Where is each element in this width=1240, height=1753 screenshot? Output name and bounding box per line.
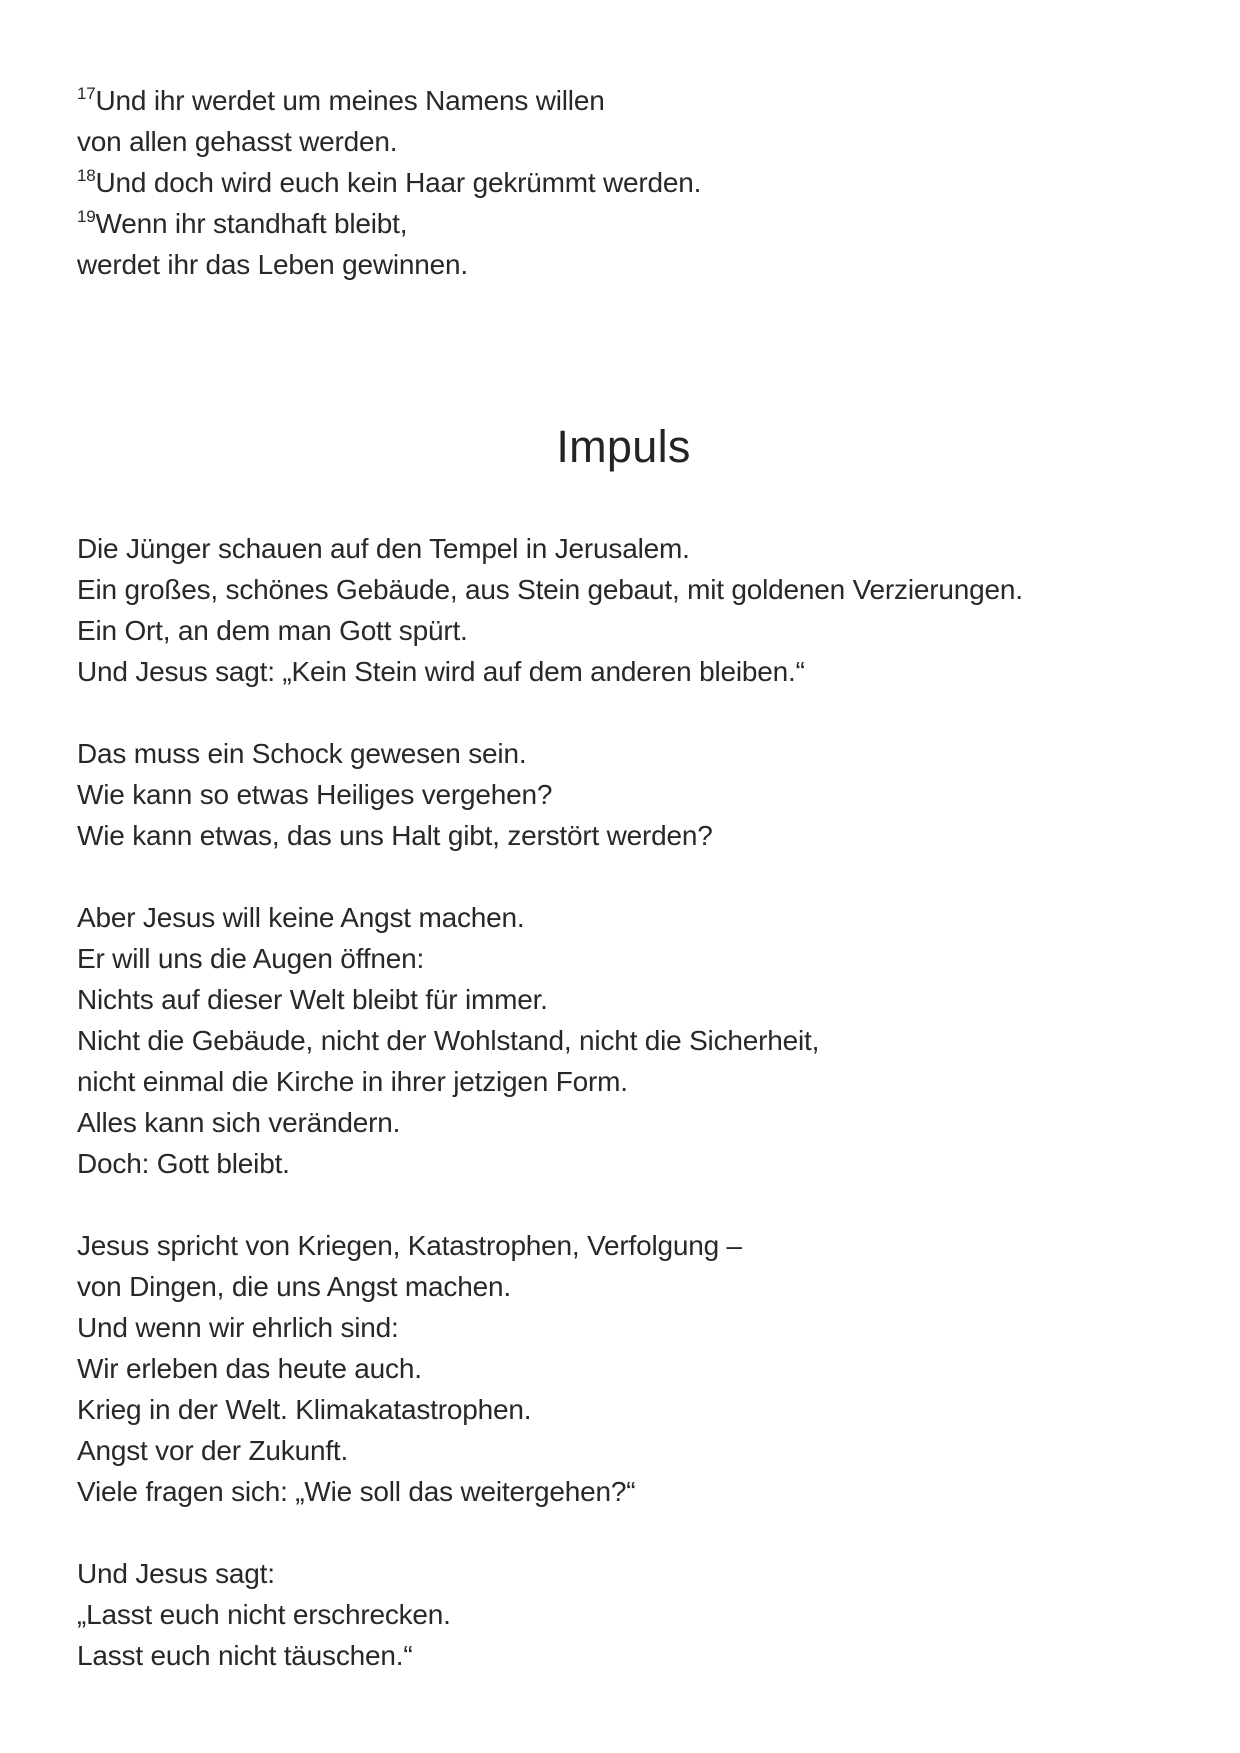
paragraph bbox=[77, 1225, 1170, 1512]
text-line: Jesus spricht von Kriegen, Katastrophen, Verfolgung – bbox=[77, 1230, 742, 1261]
text-line: Und wenn wir ehrlich sind: bbox=[77, 1312, 399, 1343]
text-line: Die Jünger schauen auf den Tempel in Jerusalem. bbox=[77, 533, 690, 564]
text-line: Nicht die Gebäude, nicht der Wohlstand, nicht die Sicherheit, bbox=[77, 1025, 820, 1056]
scripture-line: werdet ihr das Leben gewinnen. bbox=[77, 249, 468, 280]
paragraph bbox=[77, 1553, 1170, 1676]
text-line: Krieg in der Welt. Klimakatastrophen. bbox=[77, 1394, 532, 1425]
text-line: „Lasst euch nicht erschrecken. bbox=[77, 1599, 451, 1630]
scripture-block bbox=[77, 80, 1170, 285]
paragraph bbox=[77, 528, 1170, 692]
scripture-line: $^{17}$Und ihr werdet um meines Namens willen bbox=[77, 83, 605, 116]
text-line: Angst vor der Zukunft. bbox=[77, 1435, 349, 1466]
verse-number: 18 bbox=[77, 165, 96, 185]
impuls-body bbox=[77, 528, 1170, 1676]
scripture-line: $^{19}$Wenn ihr standhaft bleibt, bbox=[77, 206, 408, 239]
text-line: Wie kann etwas, das uns Halt gibt, zerstört werden? bbox=[77, 820, 713, 851]
text-line: Ein Ort, an dem man Gott spürt. bbox=[77, 615, 468, 646]
section-heading: Impuls bbox=[556, 421, 691, 472]
text-line: von Dingen, die uns Angst machen. bbox=[77, 1271, 511, 1302]
paragraph bbox=[77, 897, 1170, 1184]
text-line: Das muss ein Schock gewesen sein. bbox=[77, 738, 527, 769]
paragraph bbox=[77, 733, 1170, 856]
text-line: Aber Jesus will keine Angst machen. bbox=[77, 902, 525, 933]
text-line: nicht einmal die Kirche in ihrer jetzigen Form. bbox=[77, 1066, 628, 1097]
text-line: Und Jesus sagt: „Kein Stein wird auf dem anderen bleiben.“ bbox=[77, 656, 805, 687]
scripture-line: $^{18}$Und doch wird euch kein Haar gekrümmt werden. bbox=[77, 165, 702, 198]
verse-number: 17 bbox=[77, 83, 96, 103]
text-line: Nichts auf dieser Welt bleibt für immer. bbox=[77, 984, 548, 1015]
text-line: Wir erleben das heute auch. bbox=[77, 1353, 422, 1384]
text-line: Alles kann sich verändern. bbox=[77, 1107, 401, 1138]
verse-number: 19 bbox=[77, 206, 96, 226]
text-line: Lasst euch nicht täuschen.“ bbox=[77, 1640, 413, 1671]
text-line: Ein großes, schönes Gebäude, aus Stein gebaut, mit goldenen Verzierungen. bbox=[77, 574, 1023, 605]
text-line: Und Jesus sagt: bbox=[77, 1558, 275, 1589]
text-line: Er will uns die Augen öffnen: bbox=[77, 943, 425, 974]
scripture-line: von allen gehasst werden. bbox=[77, 126, 398, 157]
text-line: Wie kann so etwas Heiliges vergehen? bbox=[77, 779, 553, 810]
text-line: Viele fragen sich: „Wie soll das weitergehen?“ bbox=[77, 1476, 636, 1507]
text-line: Doch: Gott bleibt. bbox=[77, 1148, 290, 1179]
